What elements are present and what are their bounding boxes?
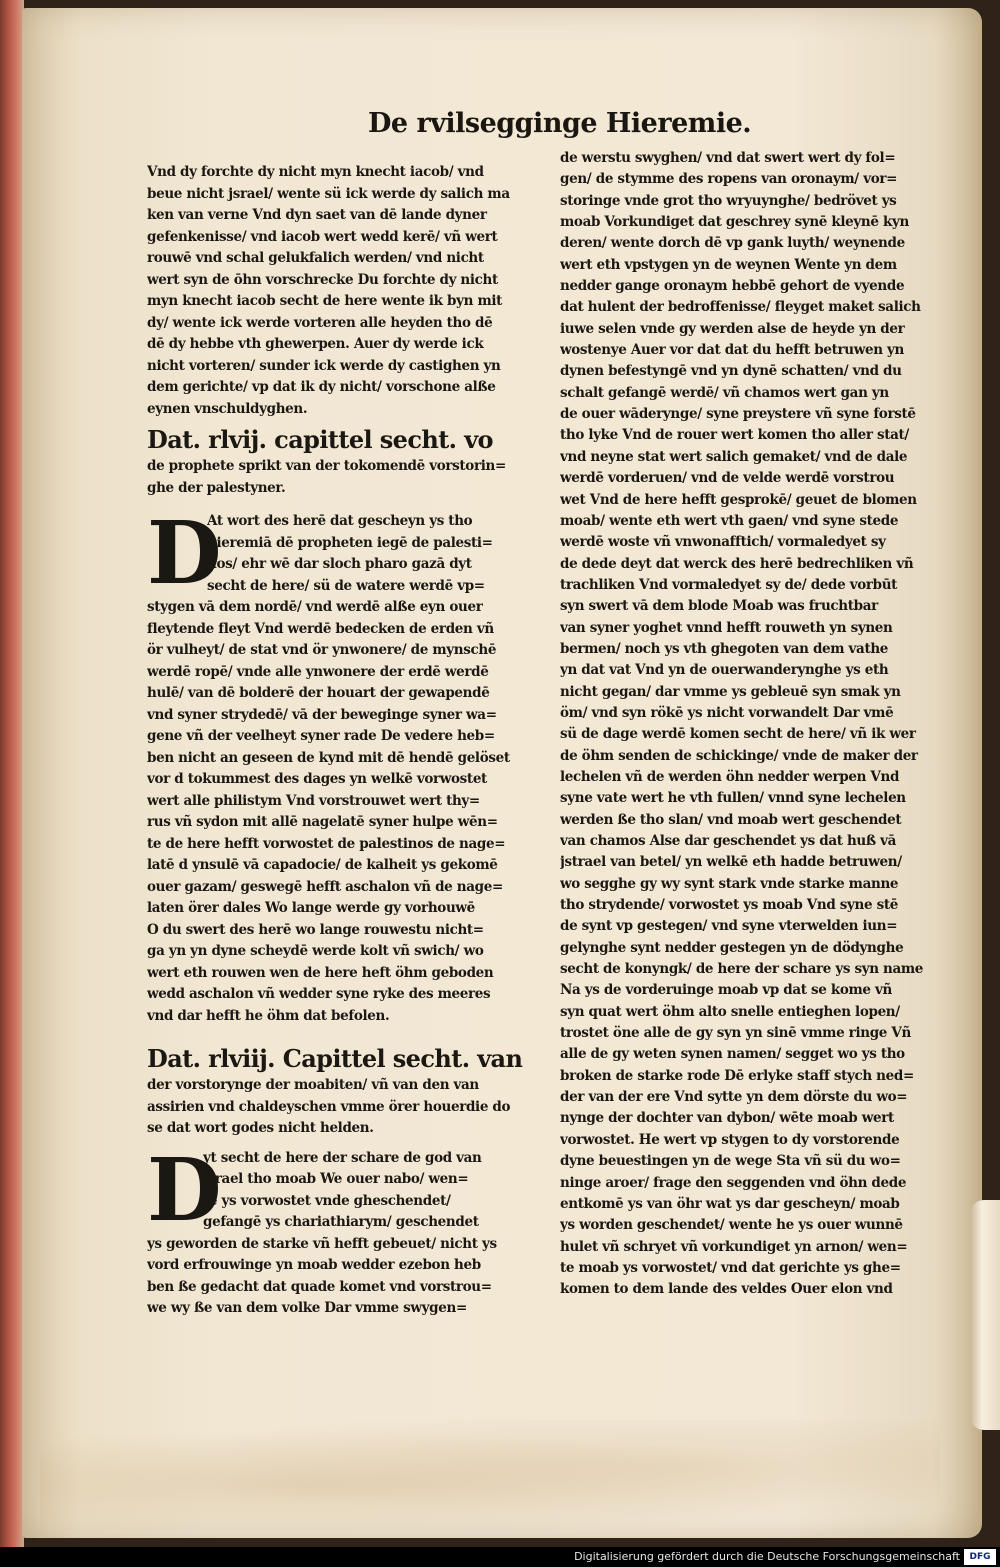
paragraph [560,148,938,1301]
text-line: moab Vorkundiget dat geschrey synē kleynē kyn [560,214,909,231]
text-line: ys worden geschendet/ wente he ys ouer wunnē [560,1217,903,1234]
text-line: assirien vnd chaldeyschen vmme örer houerdie do [147,1098,511,1115]
text-line: vorwostet. He wert vp stygen to dy vorstorende [560,1131,900,1148]
text-line: vnd neyne stat wert salich gemaket/ vnd de dale [560,448,908,465]
chapter-heading: Dat. rlviij. Capittel secht. van [147,1045,523,1073]
text-line: van chamos Alse dar geschendet ys dat huß vā [560,833,897,849]
paragraph-body [147,1234,525,1320]
text-line: ninge aroer/ frage den seggenden vnd öhn dede [560,1174,907,1191]
text-line: van syner yoghet vnnd hefft rouweth yn synen [560,619,893,636]
text-line: komen to dem lande des veldes Ouer elon vnd [560,1281,893,1298]
drop-initial: D [147,503,222,604]
paragraph [147,1139,525,1241]
text-line: nynge der dochter van dybon/ wēte moab wert [560,1110,894,1127]
chapter-summary [147,1075,525,1140]
text-line: broken de starke rode Dē erlyke staff stych ned= [560,1067,914,1084]
text-line: dem gerichte/ vp dat ik dy nicht/ vorschone alße [147,379,496,395]
paragraph [147,503,525,604]
text-line: latē d ynsulē vā capadocie/ de kalheit ys gekomē [147,857,498,873]
text-line: yn dat vat Vnd yn de ouerwanderynghe ys eth [560,662,889,679]
text-line: tho strydende/ vorwostet ys moab Vnd syne stē [560,897,898,914]
text-line: de dede deyt dat werck des herē bedrechliken vñ [560,555,914,572]
text-line: deren/ wente dorch dē vp gank luyth/ weynende [560,235,905,252]
page-fold [970,1200,1000,1430]
text-line: werdē vorderuen/ vnd de velde werdē vorstrou [560,470,895,487]
text-line: werdē woste vñ vnwonafftich/ vormaledyet sy [560,534,886,551]
chapter-summary [147,456,525,499]
paragraph [147,162,525,420]
text-line: storinge vnde grot tho wryuynghe/ bedrövet ys [560,192,897,209]
text-line: jstrael van betel/ yn welkē eth hadde betruwen/ [560,854,902,871]
text-line: werdē ropē/ vnde alle ynwonere der erdē werdē [147,663,489,680]
text-line: Vnd dy forchte dy nicht myn knecht iacob/ vnd [147,164,484,180]
paper-stain [40,1420,940,1530]
text-line: wert alle philistym Vnd vorstrouwet wert thy= [147,792,480,809]
text-line: ghe der palestyner. [147,479,286,496]
text-line: ouer gazam/ geswegē hefft aschalon vñ de nage= [147,878,503,895]
text-line: O du swert des herē wo lange rouwestu nicht= [147,921,484,938]
text-line: der vorstorynge der moabiten/ vñ van den van [147,1077,479,1093]
text-line: secht de here/ sü de watere werdē vp= [207,577,485,594]
text-line: iuwe selen vnde gy werden alse de heyde yn der [560,320,905,337]
page-edge [0,0,24,1567]
text-line: wostenye Auer vor dat dat du hefft betruwen yn [560,342,904,359]
text-line: dynen befestyngē vnd yn dynē schatten/ vnd du [560,363,902,380]
text-line: dē dy hebbe vth ghewerpen. Auer dy werde ick [147,336,484,352]
text-line: stygen vā dem nordē/ vnd werdē alße eyn ouer [147,599,483,615]
text-line: hulē/ van dē bolderē der houart der gewapendē [147,685,490,701]
text-line: entkomē ys van öhr wat ys dar gescheyn/ moab [560,1195,900,1212]
text-line: beue nicht jsrael/ wente sü ick werde dy salich ma [147,185,510,202]
text-line: de ouer wāderynge/ syne preystere vñ syne forstē [560,406,916,423]
text-line: syne vate wert he vth fullen/ vnnd syne lechelen [560,790,906,807]
text-line: de öhm senden de schickinge/ vnde de maker der [560,747,918,764]
text-line: ys geworden de starke vñ hefft gebeuet/ nicht ys [147,1235,497,1252]
text-line: tho lyke Vnd de rouer wert komen tho aller stat/ [560,427,909,444]
text-line: trachliken Vnd vormaledyet sy de/ dede vorbūt [560,576,898,593]
text-line: ken van verne Vnd dyn saet van dē lande dyner [147,207,487,223]
left-column [147,162,525,1342]
text-line: wert eth vpstygen yn de weynen Wente yn dem [560,256,897,273]
text-line: nos/ ehr wē dar sloch pharo gazā dyt [207,556,472,572]
text-line: nicht gegan/ dar vmme ys gebleuē syn smak yn [560,683,901,700]
text-line: syn swert vā dem blode Moab was fruchtbar [560,598,878,615]
text-line: ör vulheyt/ de stat vnd ör ynwonere/ de mynschē [147,642,497,658]
text-line: lechelen vñ de werden öhn nedder werpen Vnd [560,768,900,785]
text-line: te de here hefft vorwostet de palestinos de nage= [147,835,506,852]
text-line: moab/ wente eth wert vth gaen/ vnd syne stede [560,512,899,529]
text-line: schalt gefangē werdē/ vñ chamos wert gan yn [560,384,889,401]
text-line: hieremiā dē propheten iegē de palesti= [207,534,493,551]
text-line: vnd syner strydedē/ vā der beweginge syner wa= [147,706,497,723]
text-line: werden ße tho slan/ vnd moab wert geschendet [560,811,902,828]
text-line: te moab ys vorwostet/ vnd dat gerichte ys ghe= [560,1259,901,1276]
text-line: de synt vp gestegen/ vnd syne vterwelden iun= [560,918,898,935]
text-line: dy/ wente ick werde vorteren alle heyden tho dē [147,314,493,331]
text-line: eynen vnschuldyghen. [147,400,308,417]
paragraph-body [147,597,525,1027]
dfg-logo: DFG [964,1549,996,1565]
text-line: fleytende fleyt Vnd werdē bedecken de erden vñ [147,620,494,637]
text-line: nicht vorteren/ sunder ick werde dy castighen yn [147,357,501,374]
running-head: De rvilsegginge Hieremie. [368,108,752,139]
drop-initial: D [147,1139,222,1241]
text-line: wet Vnd de here hefft gesprokē/ geuet de blomen [560,491,917,508]
text-line: Na ys de vorderuinge moab vp dat se kome vñ [560,982,892,999]
text-line: de werstu swyghen/ vnd dat swert wert dy fol= [560,150,896,166]
footer-bar [0,1547,1000,1567]
text-line: se dat wort godes nicht helden. [147,1120,374,1136]
text-line: hulet vñ schryet vñ vorkundiget yn arnon/ wen= [560,1238,908,1255]
text-line: ben nicht an geseen de kynd mit dē hendē gelöset [147,749,510,766]
text-line: wert eth rouwen wen de here heft öhm geboden [147,964,494,981]
text-line: rouwē vnd schal gelukfalich werden/ vnd nicht [147,250,484,266]
text-line: At wort des herē dat gescheyn ys tho [207,513,473,529]
text-line: vord erfrouwinge yn moab wedder ezebon heb [147,1257,481,1273]
text-line: alle de gy weten synen namen/ segget wo ys tho [560,1046,905,1063]
text-line: jsrael tho moab We ouer nabo/ wen= [203,1171,469,1187]
text-line: rus vñ sydon mit allē nagelatē syner hulpe wēn= [147,814,498,830]
text-line: gene vñ der veelheyt syner rade De vedere heb= [147,728,495,744]
text-line: vor d tokummest des dages yn welkē vorwostet [147,771,487,787]
text-line: der van der ere Vnd sytte yn dem dörste du wo= [560,1089,908,1106]
text-line: nedder gange oronaym hebbē gehort de vyende [560,278,905,295]
text-line: ben ße gedacht dat quade komet vnd vorstrou= [147,1278,492,1295]
text-line: dyne beuestingen yn de wege Sta vñ sü du wo= [560,1153,901,1170]
text-line: vnd dar hefft he öhm dat befolen. [147,1007,390,1024]
text-line: bermen/ noch ys vth ghegoten van dem vathe [560,640,889,657]
text-line: wedd aschalon vñ wedder syne ryke des meeres [147,986,491,1002]
text-line: wert syn de ōhn vorschrecke Du forchte dy nicht [147,271,498,288]
chapter-heading: Dat. rlvij. capittel secht. vo [147,426,493,454]
text-line: ga yn yn dyne scheydē werde kolt vñ swich/ wo [147,943,484,959]
text-line: de prophete sprikt van der tokomendē vorstorin= [147,458,506,474]
text-line: wo segghe gy wy synt stark vnde starke manne [560,875,899,892]
text-line: dat hulent der bedroffenisse/ fleyget maket salich [560,299,921,316]
text-line: we wy ße van dem volke Dar vmme swygen= [147,1300,467,1316]
text-line: gefangē ys chariathiarym/ geschendet [203,1214,479,1230]
text-line: gelynghe synt nedder gestegen yn de dödynghe [560,939,904,956]
text-line: öm/ vnd syn rökē ys nicht vorwandelt Dar vmē [560,704,894,721]
footer-credit: Digitalisierung gefördert durch die Deutsche Forschungsgemeinschaft [574,1550,960,1563]
text-line: gefenkenisse/ vnd iacob wert wedd kerē/ vñ wert [147,228,498,245]
text-line: gen/ de stymme des ropens van oronaym/ vor= [560,171,898,188]
text-line: laten örer dales Wo lange werde gy vorhouwē [147,900,475,916]
text-line: yt secht de here der schare de god van [203,1149,482,1166]
text-line: secht de konyngk/ de here der schare ys syn name [560,961,924,978]
text-line: syn quat wert öhm alto snelle entieghen lopen/ [560,1003,900,1020]
right-column [560,148,938,1338]
text-line: te ys vorwostet vnde gheschendet/ [203,1192,451,1209]
text-line: trostet öne alle de gy syn yn sinē vmme ringe Vñ [560,1025,911,1042]
text-line: sü de dage werdē komen secht de here/ vñ ik wer [560,726,916,743]
text-line: myn knecht iacob secht de here wente ik byn mit [147,293,503,309]
